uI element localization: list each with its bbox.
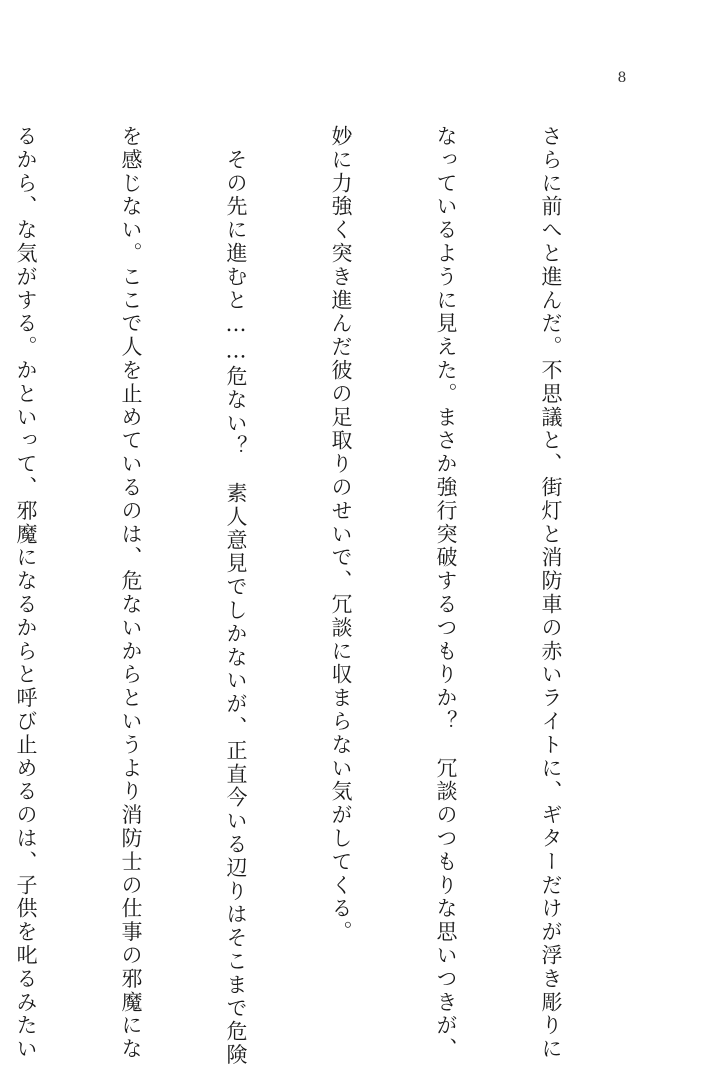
text-line: を感じない。ここで人を止めているのは、危ないからというより消防士の仕事の邪魔にな [119,125,143,1061]
text-line: なっているように見えた。まさか強行突破するつもりか？ 冗談のつもりな思いつきが、 [434,125,458,1061]
page-number: 8 [617,70,627,86]
body-text [0,125,638,1067]
text-line: さらに前へと進んだ。不思議と、街灯と消防車の赤いライトに、ギターだけが浮き彫りに [539,125,563,1061]
text-line: るから、な気がする。かといって、邪魔になるからと呼び止めるのは、子供を叱るみたい [14,125,38,1061]
text-line: 妙に力強く突き進んだ彼の足取りのせいで、冗談に収まらない気がしてくる。 [329,125,353,944]
text-line: その先に進むと……危ない？ 素人意見でしかないが、正直今いる辺りはそこまで危険 [224,125,248,1067]
